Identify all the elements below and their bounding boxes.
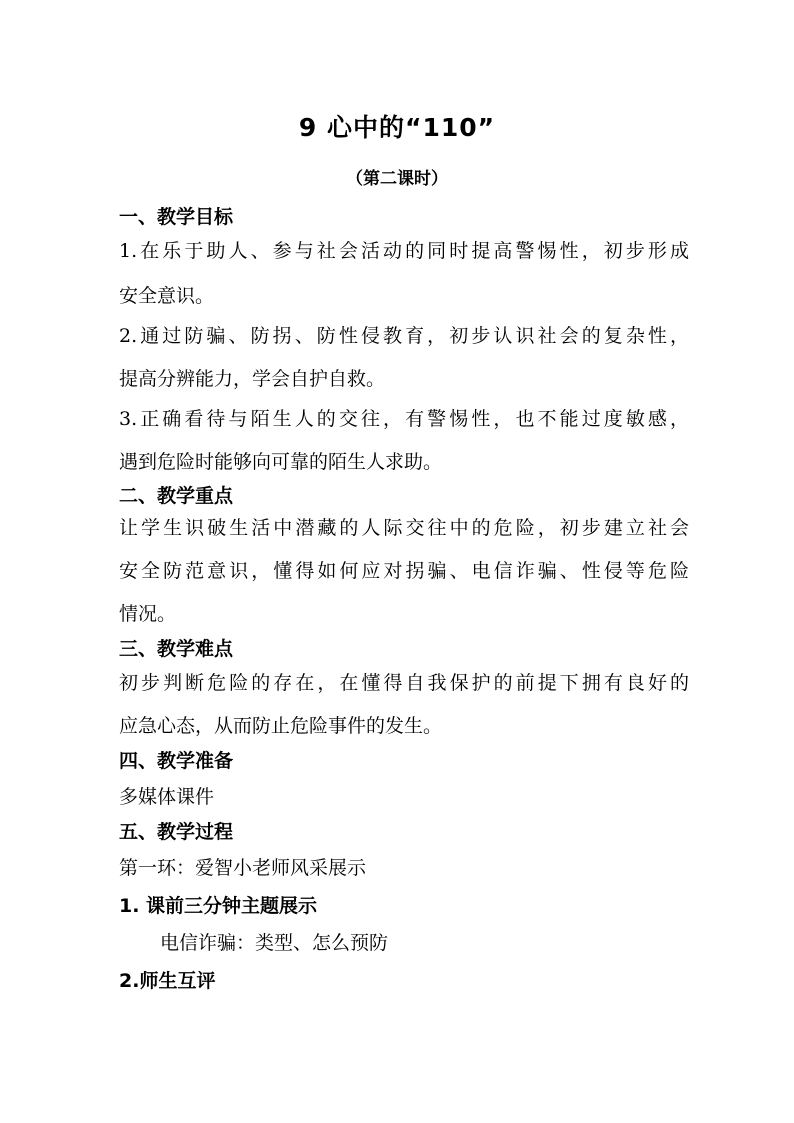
paragraph-line: 情况。 (119, 603, 177, 625)
document-subtitle: （第二课时） (346, 169, 448, 189)
process-item-1-detail: 电信诈骗：类型、怎么预防 (160, 932, 389, 954)
process-item-2: 2.师生互评 (119, 970, 216, 992)
paragraph-line: 安全意识。 (119, 285, 215, 307)
paragraph-line: 3.正确看待与陌生人的交往，有警惕性，也不能过度敏感， (119, 408, 689, 430)
paragraph-line: 安全防范意识，懂得如何应对拐骗、电信诈骗、性侵等危险 (119, 560, 689, 582)
section-heading-difficulties: 三、教学难点 (119, 638, 234, 660)
paragraph-line: 遇到危险时能够向可靠的陌生人求助。 (119, 451, 443, 473)
step-title: 第一环：爱智小老师风采展示 (119, 857, 367, 879)
paragraph-line: 初步判断危险的存在，在懂得自我保护的前提下拥有良好的 (119, 672, 689, 694)
paragraph-line: 让学生识破生活中潜藏的人际交往中的危险，初步建立社会 (119, 517, 689, 539)
paragraph-line: 多媒体课件 (119, 786, 215, 808)
paragraph-line: 1.在乐于助人、参与社会活动的同时提高警惕性，初步形成 (119, 240, 689, 262)
paragraph-line: 提高分辨能力，学会自护自救。 (119, 368, 386, 390)
process-item-1: 1. 课前三分钟主题展示 (119, 895, 318, 917)
section-heading-key-points: 二、教学重点 (119, 485, 234, 507)
paragraph-line: 应急心态，从而防止危险事件的发生。 (119, 715, 443, 737)
section-heading-process: 五、教学过程 (119, 821, 234, 843)
document-title: 9 心中的“110” (298, 113, 496, 142)
section-heading-preparation: 四、教学准备 (119, 750, 234, 772)
paragraph-line: 2.通过防骗、防拐、防性侵教育，初步认识社会的复杂性， (119, 325, 689, 347)
section-heading-objectives: 一、教学目标 (119, 206, 234, 228)
